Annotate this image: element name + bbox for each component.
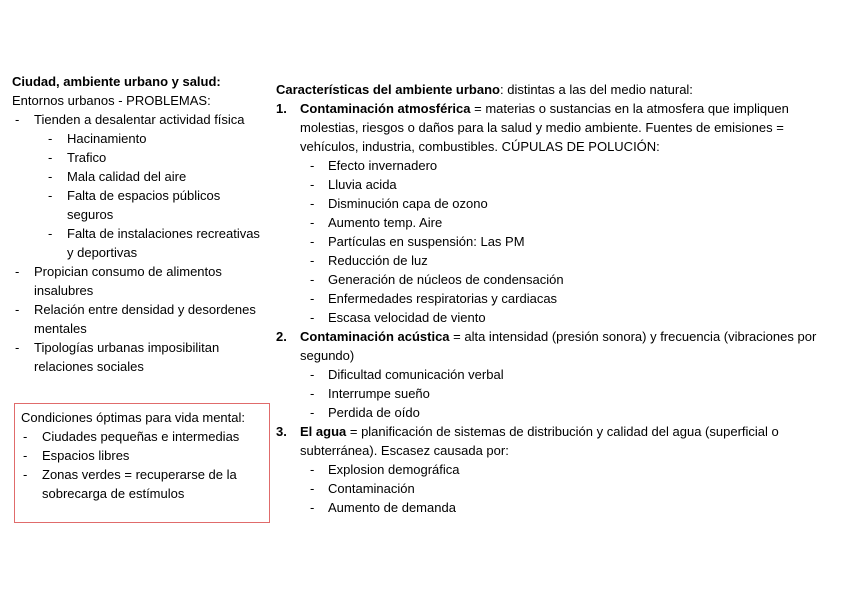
sub-item bbox=[276, 403, 841, 422]
list-item bbox=[12, 338, 270, 376]
section-text: = planificación de sistemas de distribución y calidad del agua (superficial o subterránea). Escasez causada por: bbox=[300, 424, 779, 458]
dash-bullet: - bbox=[48, 226, 53, 241]
box-item bbox=[21, 465, 263, 503]
sub-item-text: Disminución capa de ozono bbox=[328, 196, 488, 211]
section-number: 2. bbox=[276, 329, 287, 344]
numbered-section bbox=[276, 99, 841, 156]
dash-bullet: - bbox=[310, 215, 315, 230]
box-title: Condiciones óptimas para vida mental: bbox=[21, 410, 246, 425]
list-item-text: Mala calidad del aire bbox=[67, 169, 187, 184]
list-item bbox=[12, 224, 270, 262]
sub-item-text: Enfermedades respiratorias y cardiacas bbox=[328, 291, 558, 306]
dash-bullet: - bbox=[310, 291, 315, 306]
sub-item bbox=[276, 384, 841, 403]
left-subtitle: Entornos urbanos - PROBLEMAS: bbox=[12, 93, 211, 108]
sub-item-text: Lluvia acida bbox=[328, 177, 397, 192]
box-item bbox=[21, 446, 263, 465]
dash-bullet: - bbox=[310, 462, 315, 477]
section-number: 1. bbox=[276, 101, 287, 116]
sub-item-text: Partículas en suspensión: Las PM bbox=[328, 234, 525, 249]
intro-bold: Características del ambiente urbano bbox=[276, 82, 500, 97]
dash-bullet: - bbox=[15, 112, 20, 127]
box-item-text: Espacios libres bbox=[42, 448, 130, 463]
dash-bullet: - bbox=[23, 448, 28, 463]
dash-bullet: - bbox=[310, 310, 315, 325]
sub-item-text: Aumento temp. Aire bbox=[328, 215, 443, 230]
dash-bullet: - bbox=[310, 177, 315, 192]
sub-item bbox=[276, 289, 841, 308]
dash-bullet: - bbox=[310, 158, 315, 173]
list-item bbox=[12, 300, 270, 338]
sub-item bbox=[276, 194, 841, 213]
sub-item bbox=[276, 308, 841, 327]
list-item-text: Falta de espacios públicos seguros bbox=[67, 188, 221, 222]
dash-bullet: - bbox=[310, 405, 315, 420]
list-item-text: Falta de instalaciones recreativas y deportivas bbox=[67, 226, 260, 260]
dash-bullet: - bbox=[310, 272, 315, 287]
sub-item bbox=[276, 498, 841, 517]
sub-item-text: Dificultad comunicación verbal bbox=[328, 367, 504, 382]
sub-item-text: Generación de núcleos de condensación bbox=[328, 272, 564, 287]
list-item-text: Relación entre densidad y desordenes mentales bbox=[34, 302, 256, 336]
dash-bullet: - bbox=[48, 131, 53, 146]
sub-item bbox=[276, 156, 841, 175]
section-heading: Contaminación atmosférica bbox=[300, 101, 471, 116]
dash-bullet: - bbox=[15, 302, 20, 317]
section-heading: El agua bbox=[300, 424, 347, 439]
section-number: 3. bbox=[276, 424, 287, 439]
sub-item bbox=[276, 270, 841, 289]
sub-item bbox=[276, 175, 841, 194]
list-item-text: Tipologías urbanas imposibilitan relaciones sociales bbox=[34, 340, 220, 374]
sub-item bbox=[276, 232, 841, 251]
dash-bullet: - bbox=[310, 234, 315, 249]
dash-bullet: - bbox=[310, 253, 315, 268]
intro-rest: : distintas a las del medio natural: bbox=[499, 82, 693, 97]
list-item-text: Tienden a desalentar actividad física bbox=[34, 112, 245, 127]
dash-bullet: - bbox=[48, 188, 53, 203]
sub-item-text: Contaminación bbox=[328, 481, 415, 496]
problems-list bbox=[12, 110, 270, 376]
dash-bullet: - bbox=[310, 367, 315, 382]
right-column bbox=[276, 80, 841, 517]
dash-bullet: - bbox=[48, 169, 53, 184]
sub-item-text: Efecto invernadero bbox=[328, 158, 438, 173]
sub-item-text: Interrumpe sueño bbox=[328, 386, 430, 401]
optimal-conditions-box bbox=[14, 403, 270, 523]
numbered-section bbox=[276, 422, 841, 460]
sub-item-text: Perdida de oído bbox=[328, 405, 420, 420]
dash-bullet: - bbox=[310, 481, 315, 496]
sub-item bbox=[276, 460, 841, 479]
numbered-section bbox=[276, 327, 841, 365]
list-item bbox=[12, 110, 270, 129]
list-item bbox=[12, 129, 270, 148]
list-item bbox=[12, 148, 270, 167]
dash-bullet: - bbox=[15, 340, 20, 355]
dash-bullet: - bbox=[310, 500, 315, 515]
left-title: Ciudad, ambiente urbano y salud: bbox=[12, 74, 221, 89]
sub-item bbox=[276, 251, 841, 270]
section-text: = alta intensidad (presión sonora) y frecuencia (vibraciones por segundo) bbox=[300, 329, 817, 363]
sub-item-text: Escasa velocidad de viento bbox=[328, 310, 486, 325]
sub-item-text: Reducción de luz bbox=[328, 253, 428, 268]
section-heading: Contaminación acústica bbox=[300, 329, 450, 344]
dash-bullet: - bbox=[23, 429, 28, 444]
sub-item bbox=[276, 365, 841, 384]
box-list bbox=[21, 427, 263, 503]
dash-bullet: - bbox=[310, 386, 315, 401]
box-item bbox=[21, 427, 263, 446]
sub-item bbox=[276, 213, 841, 232]
list-item bbox=[12, 262, 270, 300]
dash-bullet: - bbox=[310, 196, 315, 211]
box-item-text: Ciudades pequeñas e intermedias bbox=[42, 429, 240, 444]
list-item bbox=[12, 186, 270, 224]
right-intro bbox=[276, 80, 841, 99]
box-item-text: Zonas verdes = recuperarse de la sobrecarga de estímulos bbox=[42, 467, 237, 501]
list-item-text: Propician consumo de alimentos insalubres bbox=[34, 264, 222, 298]
sub-item bbox=[276, 479, 841, 498]
sub-item-text: Explosion demográfica bbox=[328, 462, 460, 477]
list-item-text: Trafico bbox=[67, 150, 107, 165]
dash-bullet: - bbox=[48, 150, 53, 165]
sub-item-text: Aumento de demanda bbox=[328, 500, 456, 515]
list-item bbox=[12, 167, 270, 186]
section-text: = materias o sustancias en la atmosfera que impliquen molestias, riesgos o daños para la salud y medio ambiente. Fuentes de emisiones = vehículos, industria, combustibles. CÚPULAS DE POLUCIÓN: bbox=[300, 101, 789, 154]
list-item-text: Hacinamiento bbox=[67, 131, 147, 146]
dash-bullet: - bbox=[15, 264, 20, 279]
sections-list bbox=[276, 99, 841, 517]
left-column bbox=[12, 72, 270, 376]
dash-bullet: - bbox=[23, 467, 28, 482]
